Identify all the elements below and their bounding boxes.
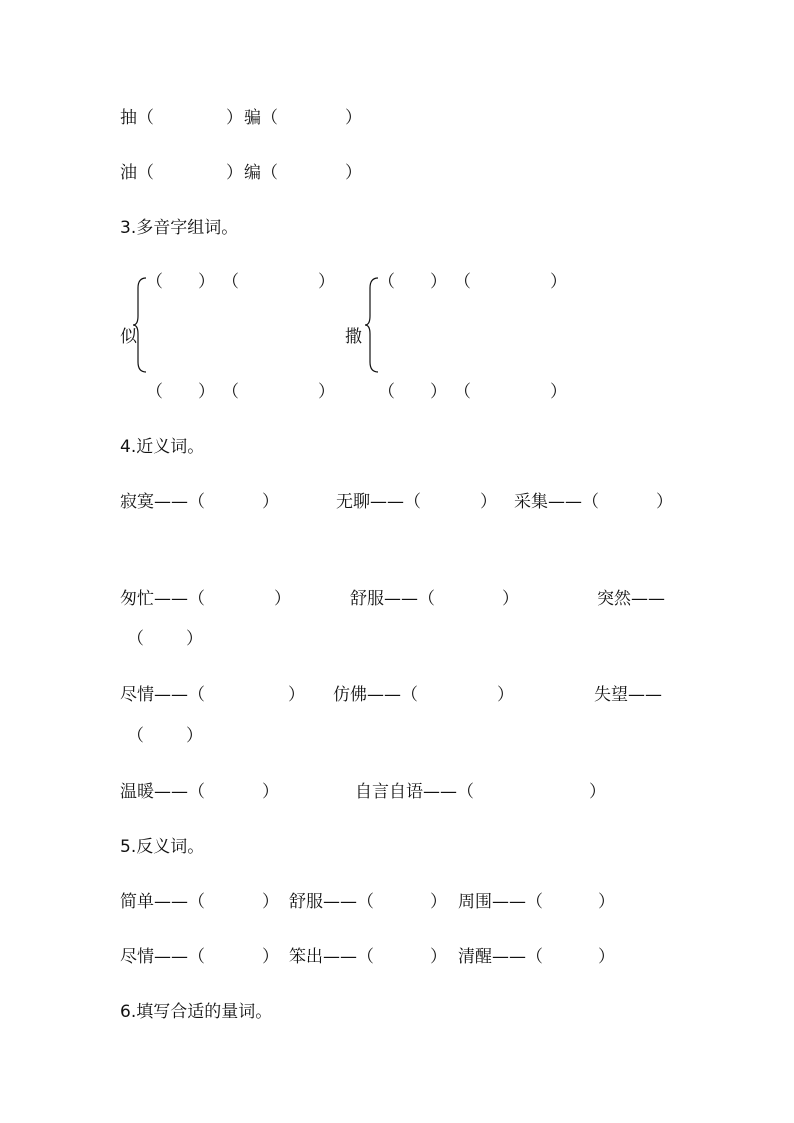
blank-paren[interactable]: （ (378, 272, 395, 292)
section-heading: 4.近义词。 (120, 437, 205, 457)
antonym-item: 笨出——（ (289, 947, 374, 967)
section-heading: 3.多音字组词。 (120, 218, 239, 238)
answer-blank[interactable]: ） (262, 947, 279, 967)
antonym-item: 清醒——（ (458, 947, 543, 967)
answer-blank[interactable]: ） (430, 947, 447, 967)
answer-blank[interactable]: ） (497, 685, 514, 705)
blank-paren[interactable]: （ (222, 272, 239, 292)
answer-blank[interactable]: ） (345, 108, 362, 128)
synonym-item: 无聊——（ (336, 492, 421, 512)
polyphone-char: 撒 (345, 327, 362, 347)
section-heading: 6.填写合适的量词。 (120, 1002, 273, 1022)
blank-paren[interactable]: ） (550, 272, 567, 292)
antonym-item: 舒服——（ (289, 892, 374, 912)
blank-paren[interactable]: ） (430, 382, 447, 402)
answer-blank[interactable]: ） (430, 892, 447, 912)
polyphone-char: 似 (120, 327, 137, 347)
blank-paren[interactable]: （ (454, 272, 471, 292)
answer-blank[interactable]: ） (262, 892, 279, 912)
answer-blank[interactable]: ） (186, 629, 203, 649)
antonym-item: 尽情——（ (120, 947, 205, 967)
blank-paren[interactable]: （ (454, 382, 471, 402)
blank-paren[interactable]: （ (222, 382, 239, 402)
blank-paren[interactable]: ） (550, 382, 567, 402)
answer-blank[interactable]: （ (127, 629, 144, 649)
blank-paren[interactable]: ） (430, 272, 447, 292)
blank-paren[interactable]: ） (318, 272, 335, 292)
antonym-item: 简单——（ (120, 892, 205, 912)
row-item: 抽（ (120, 108, 154, 128)
antonym-item: 周围——（ (458, 892, 543, 912)
answer-blank[interactable]: ） (226, 163, 243, 183)
row-item: 骗（ (244, 108, 278, 128)
answer-blank[interactable]: ） (345, 163, 362, 183)
synonym-item: 自言自语——（ (355, 782, 474, 802)
row-item: 编（ (244, 163, 278, 183)
row-item: 油（ (120, 163, 154, 183)
answer-blank[interactable]: ） (262, 782, 279, 802)
answer-blank[interactable]: ） (274, 589, 291, 609)
brace-icon (364, 276, 380, 374)
synonym-item: 尽情——（ (120, 685, 205, 705)
answer-blank[interactable]: ） (502, 589, 519, 609)
synonym-item: 匆忙——（ (120, 589, 205, 609)
answer-blank[interactable]: ） (226, 108, 243, 128)
blank-paren[interactable]: （ (378, 382, 395, 402)
synonym-item: 舒服——（ (350, 589, 435, 609)
brace-icon (132, 276, 148, 374)
blank-paren[interactable]: ） (318, 382, 335, 402)
synonym-item: 采集——（ (514, 492, 599, 512)
synonym-item: 寂寞——（ (120, 492, 205, 512)
blank-paren[interactable]: （ (146, 272, 163, 292)
answer-blank[interactable]: ） (480, 492, 497, 512)
blank-paren[interactable]: ） (198, 272, 215, 292)
synonym-item: 突然—— (597, 589, 665, 609)
synonym-item: 温暖——（ (120, 782, 205, 802)
answer-blank[interactable]: ） (656, 492, 673, 512)
answer-blank[interactable]: ） (262, 492, 279, 512)
synonym-item: 仿佛——（ (333, 685, 418, 705)
section-heading: 5.反义词。 (120, 837, 205, 857)
answer-blank[interactable]: （ (127, 726, 144, 746)
answer-blank[interactable]: ） (288, 685, 305, 705)
answer-blank[interactable]: ） (598, 892, 615, 912)
answer-blank[interactable]: ） (598, 947, 615, 967)
answer-blank[interactable]: ） (186, 726, 203, 746)
synonym-item: 失望—— (594, 685, 662, 705)
blank-paren[interactable]: （ (146, 382, 163, 402)
blank-paren[interactable]: ） (198, 382, 215, 402)
answer-blank[interactable]: ） (589, 782, 606, 802)
